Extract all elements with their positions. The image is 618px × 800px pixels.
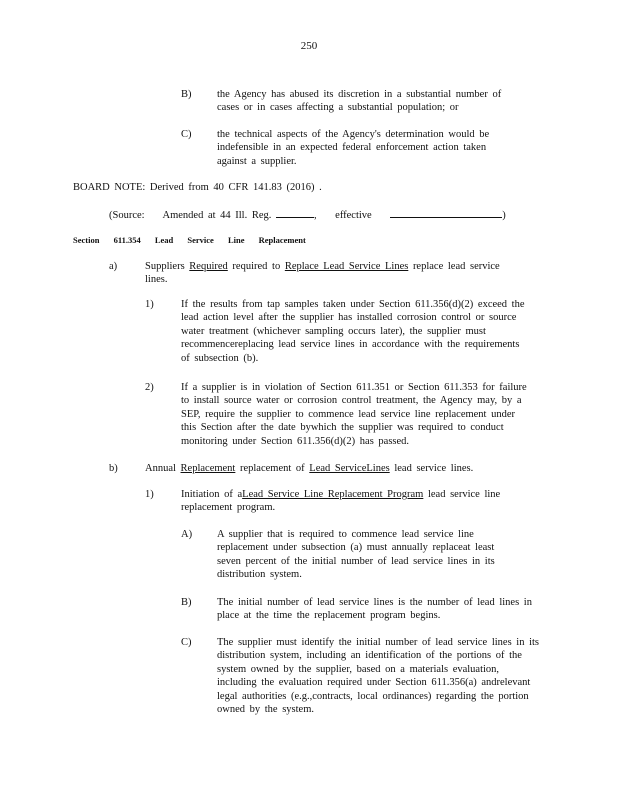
item-b1-text [181, 488, 527, 515]
item-a-text-2: required to [232, 261, 281, 272]
item-a-inserted-1: Required [189, 261, 228, 272]
board-note: BOARD NOTE: Derived from 40 CFR 141.83 (2016) . [73, 182, 322, 193]
effective-date-blank [390, 207, 502, 218]
item-b1a-text: A supplier that is required to commence lead service line replacement under subsection (a) must annually replaceat least seven percent of the initial number of lead service lines in its distribution system. [217, 529, 495, 581]
source-line [109, 207, 529, 222]
item-a2-text: If a supplier is in violation of Section 611.351 or Section 611.353 for failure to install source water or corrosion control treatment, the Agency may, by a SEP, require the supplier to commence lead service line replacement under this Section after the date bywhich the supplier was required to conduct monitoring under Section 611.356(d)(2) has passed. [181, 382, 527, 447]
item-b1-inserted: Lead Service Line Replacement Program [242, 489, 424, 500]
item-b-inserted-2: Lead ServiceLines [309, 463, 390, 474]
item-a-text [145, 260, 525, 287]
item-b1a-label: A) [181, 529, 193, 540]
item-c-label: C) [181, 129, 192, 140]
source-comma: , [314, 210, 317, 221]
item-b1-label: 1) [145, 489, 154, 500]
item-a-text-3: replace lead service lines. [145, 261, 500, 286]
item-b1-text-2: lead service line replacement program. [181, 489, 501, 514]
source-prefix: (Source: [109, 210, 145, 221]
item-b-text: the Agency has abused its discretion in a substantial number of cases or in cases affecting a substantial population; or [217, 89, 502, 114]
item-b-label: B) [181, 89, 192, 100]
item-b1c-text: The supplier must identify the initial number of lead service lines in its distribution system, including an identification of the portions of the system owned by the supplier, based on a materials evaluation, including the evaluation required under Section 611.356(a) andrelevant legal authorities (e.g.,contracts, local ordinances) regarding the portion owned by the system. [217, 637, 540, 716]
item-b-text-2: replacement of [239, 463, 305, 474]
item-b-text-1: Annual [145, 463, 176, 474]
item-b-text-3: lead service lines. [394, 463, 474, 474]
item-a1-text: If the results from tap samples taken under Section 611.356(d)(2) exceed the lead action level after the supplier has installed corrosion control or source water treatment (whichever sampling occurs later), the supplier must recommencereplacing lead service lines in accordance with the requirements of subsection (b). [181, 299, 525, 364]
item-b1b-text: The initial number of lead service lines is the number of lead lines in place at the time the replacement program begins. [217, 597, 532, 622]
source-effective: effective [335, 210, 372, 221]
item-b-section-label: b) [109, 463, 118, 474]
register-page-blank [276, 207, 314, 218]
item-a1-label: 1) [145, 299, 154, 310]
item-c-text: the technical aspects of the Agency's determination would be indefensible in an expected federal enforcement action taken against a supplier. [217, 129, 490, 167]
source-amended: Amended at 44 Ill. Reg. [162, 210, 272, 221]
item-a-text-1: Suppliers [145, 261, 185, 272]
item-a2-label: 2) [145, 382, 154, 393]
item-a-inserted-2: Replace Lead Service Lines [284, 261, 409, 272]
item-b-inserted-1: Replacement [180, 463, 236, 474]
section-heading: Section 611.354 Lead Service Line Replacement [73, 235, 306, 245]
item-b1-text-1: Initiation of a [181, 489, 243, 500]
item-b-section-text [145, 462, 545, 475]
item-b1b-label: B) [181, 597, 192, 608]
source-close: ) [502, 210, 506, 221]
item-a-label: a) [109, 261, 118, 272]
page-number: 250 [300, 40, 318, 52]
item-b1c-label: C) [181, 637, 192, 648]
